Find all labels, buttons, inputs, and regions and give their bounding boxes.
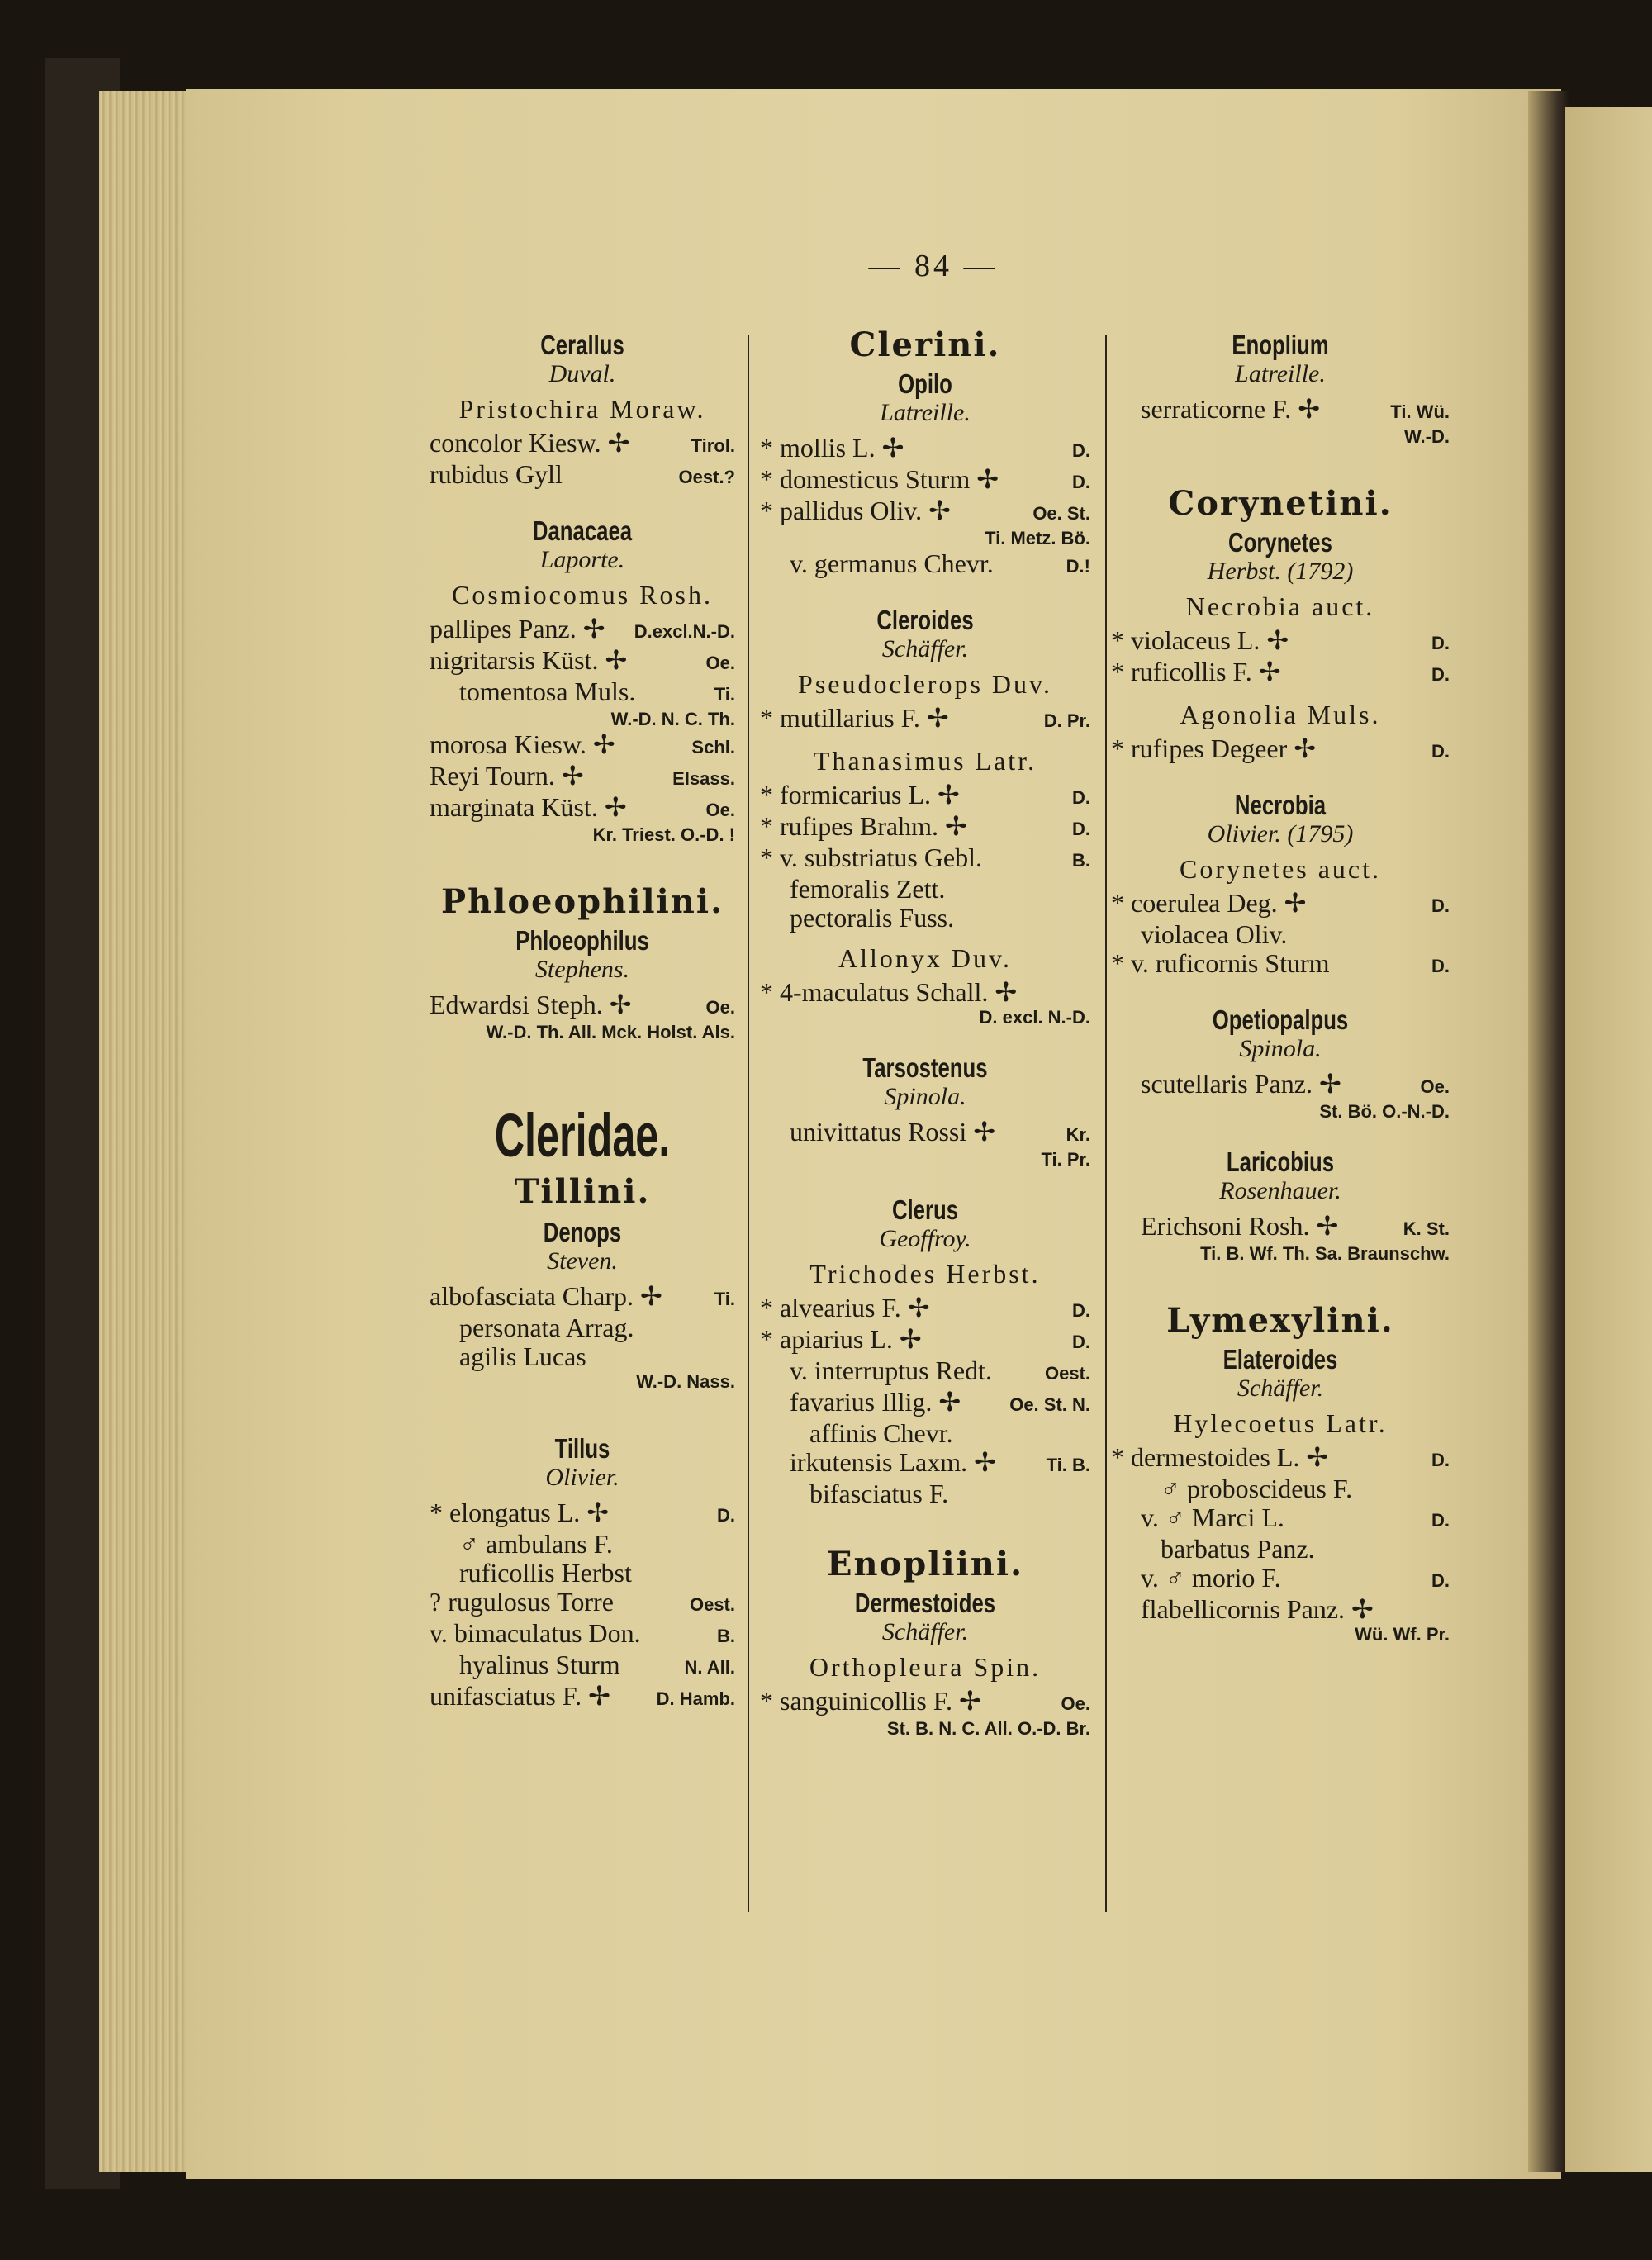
- species-entry: v. germanus Chevr. D.!: [790, 548, 1090, 578]
- genus-author: Latreille.: [880, 399, 971, 426]
- species-entry: unifasciatus F. ✢ D. Hamb.: [430, 1681, 735, 1711]
- genus-author: Duval.: [548, 360, 616, 387]
- genus-name: Corynetes: [1228, 527, 1332, 558]
- genus-name: Denops: [543, 1217, 622, 1247]
- species-entry: v. interruptus Redt. Oest.: [790, 1356, 1090, 1385]
- genus-name: Tillus: [554, 1433, 610, 1464]
- synonym: Hylecoetus Latr.: [1173, 1408, 1388, 1438]
- species-entry: rubidus Gyll Oest.?: [430, 459, 735, 489]
- tribe-heading: Enopliini.: [826, 1545, 1023, 1583]
- genus-name: Opilo: [898, 368, 952, 399]
- species-entry: personata Arrag.: [459, 1313, 634, 1342]
- distribution: St. Bö. O.-N.-D.: [1319, 1101, 1450, 1122]
- column-divider-2: [1105, 335, 1107, 1912]
- species-entry: flabellicornis Panz. ✢: [1141, 1594, 1374, 1624]
- species-entry: hyalinus Sturm N. All.: [459, 1650, 735, 1679]
- genus-author: Steven.: [547, 1247, 618, 1275]
- genus-name: Phloeophilus: [515, 925, 649, 956]
- page-number: — 84 —: [868, 249, 999, 283]
- species-entry: * pallidus Oliv. ✢ Oe. St.: [760, 496, 1090, 525]
- distribution: D. excl. N.-D.: [979, 1007, 1090, 1028]
- species-entry: violacea Oliv.: [1141, 919, 1288, 949]
- genus-author: Rosenhauer.: [1219, 1177, 1341, 1204]
- synonym: Pseudoclerops Duv.: [798, 669, 1052, 699]
- genus-author: Latreille.: [1235, 360, 1326, 387]
- genus-name: Cerallus: [540, 330, 624, 360]
- genus-name: Elateroides: [1222, 1344, 1338, 1375]
- genus-author: Spinola.: [884, 1083, 966, 1110]
- species-entry: nigritarsis Küst. ✢ Oe.: [430, 645, 735, 675]
- species-entry: ♂ proboscideus F.: [1161, 1474, 1353, 1503]
- distribution: Kr. Triest. O.-D. !: [592, 824, 735, 845]
- genus-name: Opetiopalpus: [1212, 1004, 1349, 1035]
- species-entry: Edwardsi Steph. ✢ Oe.: [430, 990, 735, 1019]
- species-entry: tomentosa Muls. Ti.: [459, 677, 735, 706]
- genus-author: Spinola.: [1239, 1035, 1322, 1062]
- genus-name: Clerus: [891, 1194, 959, 1225]
- species-entry: * ruficollis F. ✢ D.: [1111, 657, 1450, 686]
- tribe-heading: Phloeophilini.: [440, 882, 724, 921]
- species-entry: * mollis L. ✢ D.: [760, 433, 1090, 463]
- genus-author: Olivier.: [545, 1464, 620, 1491]
- genus-author: Schäffer.: [881, 635, 969, 662]
- genus-author: Schäffer.: [881, 1618, 969, 1645]
- species-entry: * coerulea Deg. ✢ D.: [1111, 888, 1450, 918]
- genus-author: Laporte.: [539, 546, 625, 573]
- synonym: Orthopleura Spin.: [809, 1652, 1042, 1682]
- column-3: [1111, 330, 1450, 1645]
- species-entry: marginata Küst. ✢ Oe.: [430, 792, 735, 822]
- species-entry: v. bimaculatus Don. B.: [430, 1618, 735, 1648]
- distribution: W.-D. Nass.: [636, 1371, 735, 1392]
- species-entry: affinis Chevr.: [809, 1418, 953, 1448]
- tribe-heading: Tillini.: [514, 1172, 651, 1211]
- synonym: Cosmiocomus Rosh.: [452, 580, 713, 610]
- distribution: Ti. B. Wf. Th. Sa. Braunschw.: [1200, 1243, 1450, 1264]
- species-entry: favarius Illig. ✢ Oe. St. N.: [790, 1387, 1090, 1417]
- species-entry: * apiarius L. ✢ D.: [760, 1324, 1090, 1354]
- species-entry: * sanguinicollis F. ✢ Oe.: [760, 1686, 1090, 1716]
- tribe-heading: Clerini.: [849, 325, 1001, 364]
- genus-name: Necrobia: [1234, 790, 1327, 820]
- species-entry: femoralis Zett.: [790, 874, 946, 904]
- genus-author: Herbst. (1792): [1207, 558, 1354, 585]
- species-entry: * 4-maculatus Schall. ✢: [760, 977, 1018, 1007]
- species-entry: serraticorne F. ✢ Ti. Wü.: [1141, 394, 1450, 424]
- distribution: Ti. Metz. Bö.: [985, 528, 1090, 548]
- book-gutter: [1528, 91, 1569, 2172]
- species-entry: ruficollis Herbst: [459, 1558, 632, 1588]
- column-divider-1: [748, 335, 749, 1912]
- column-1: [430, 330, 735, 1713]
- species-entry: * v. ruficornis Sturm D.: [1111, 948, 1450, 978]
- genus-name: Laricobius: [1226, 1147, 1335, 1177]
- genus-author: Geoffroy.: [879, 1225, 971, 1252]
- synonym: Allonyx Duv.: [838, 943, 1012, 973]
- family-heading: Cleridae.: [494, 1101, 671, 1170]
- genus-name: Tarsostenus: [862, 1052, 988, 1083]
- distribution: W.-D. Th. All. Mck. Holst. Als.: [486, 1022, 735, 1042]
- species-entry: agilis Lucas: [459, 1341, 586, 1371]
- species-entry: * elongatus L. ✢ D.: [430, 1498, 735, 1527]
- synonym: Corynetes auct.: [1179, 854, 1382, 884]
- genus-name: Cleroides: [876, 605, 974, 635]
- species-entry: v. ♂ Marci L. D.: [1141, 1503, 1450, 1532]
- genus-name: Dermestoides: [854, 1588, 996, 1618]
- genus-author: Stephens.: [534, 956, 630, 983]
- species-entry: ? rugulosus Torre Oest.: [430, 1587, 735, 1617]
- species-entry: Erichsoni Rosh. ✢ K. St.: [1141, 1211, 1450, 1241]
- species-entry: pectoralis Fuss.: [790, 903, 955, 933]
- species-entry: * mutillarius F. ✢ D. Pr.: [760, 703, 1090, 733]
- species-entry: barbatus Panz.: [1161, 1534, 1315, 1564]
- genus-author: Olivier. (1795): [1207, 820, 1354, 848]
- distribution: Wü. Wf. Pr.: [1355, 1624, 1450, 1645]
- species-entry: ♂ ambulans F.: [459, 1529, 613, 1559]
- page-stack-edge: [99, 91, 190, 2172]
- species-entry: albofasciata Charp. ✢ Ti.: [430, 1281, 735, 1311]
- synonym: Thanasimus Latr.: [813, 746, 1037, 776]
- genus-author: Schäffer.: [1237, 1375, 1324, 1402]
- genus-name: Enoplium: [1232, 330, 1329, 360]
- tribe-heading: Lymexylini.: [1166, 1301, 1394, 1340]
- species-entry: v. ♂ morio F. D.: [1141, 1563, 1450, 1593]
- column-2: [760, 325, 1090, 1740]
- species-entry: * domesticus Sturm ✢ D.: [760, 464, 1090, 494]
- species-entry: * violaceus L. ✢ D.: [1111, 625, 1450, 655]
- distribution: St. B. N. C. All. O.-D. Br.: [886, 1718, 1090, 1739]
- synonym: Agonolia Muls.: [1180, 700, 1381, 729]
- genus-name: Danacaea: [532, 515, 633, 546]
- species-entry: irkutensis Laxm. ✢ Ti. B.: [790, 1447, 1090, 1477]
- synonym: Necrobia auct.: [1185, 591, 1375, 621]
- species-entry: * v. substriatus Gebl. B.: [760, 843, 1090, 872]
- synonym: Trichodes Herbst.: [809, 1259, 1041, 1289]
- distribution: W.-D.: [1404, 426, 1450, 447]
- species-entry: univittatus Rossi ✢ Kr.: [790, 1117, 1090, 1147]
- facing-page-edge: [1565, 107, 1652, 2172]
- species-entry: * formicarius L. ✢ D.: [760, 780, 1090, 810]
- synonym: Pristochira Moraw.: [458, 394, 706, 424]
- species-entry: Reyi Tourn. ✢ Elsass.: [430, 761, 735, 791]
- species-entry: * rufipes Brahm. ✢ D.: [760, 811, 1090, 841]
- distribution: W.-D. N. C. Th.: [610, 709, 735, 729]
- tribe-heading: Corynetini.: [1168, 484, 1393, 523]
- species-entry: * rufipes Degeer ✢ D.: [1111, 734, 1450, 763]
- species-entry: * dermestoides L. ✢ D.: [1111, 1442, 1450, 1472]
- species-entry: morosa Kiesw. ✢ Schl.: [430, 729, 735, 759]
- species-entry: * alvearius F. ✢ D.: [760, 1293, 1090, 1322]
- species-entry: concolor Kiesw. ✢ Tirol.: [430, 428, 735, 458]
- species-entry: pallipes Panz. ✢ D.excl.N.-D.: [430, 614, 735, 643]
- distribution: Ti. Pr.: [1041, 1149, 1090, 1170]
- species-entry: bifasciatus F.: [809, 1479, 949, 1508]
- species-entry: scutellaris Panz. ✢ Oe.: [1141, 1069, 1450, 1099]
